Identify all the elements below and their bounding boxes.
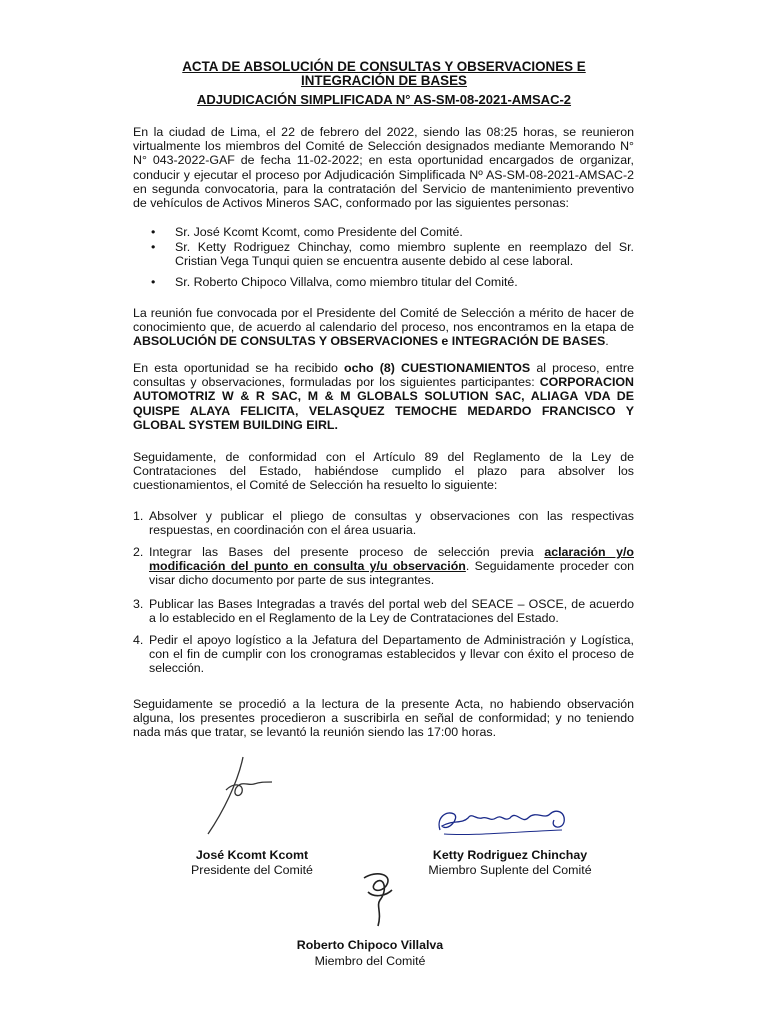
title-line-2: INTEGRACIÓN DE BASES (301, 73, 467, 88)
signer-role: Miembro Suplente del Comité (428, 863, 592, 877)
member-item (151, 275, 634, 289)
resolution-item (133, 545, 634, 588)
bullet-icon: • (151, 225, 156, 239)
resolution-number: 2. (133, 545, 144, 559)
resolution-text: Absolver y publicar el pliego de consultas y observaciones con las respectivas respuestas, en coordinación con el área usuaria. (149, 509, 634, 538)
resolution-post: . Seguidamente proceder con visar dicho documento por parte de sus integrantes. (149, 559, 635, 588)
resolution-underline: aclaración y/o modificación del punto en consulta y/u observación (149, 545, 634, 574)
signature-kcomt (198, 752, 288, 842)
member-item (151, 225, 634, 239)
signer-name: José Kcomt Kcomt (195, 848, 309, 862)
convocation-end: . (605, 334, 609, 349)
signer-role: Presidente del Comité (191, 863, 313, 877)
resolution-text: Publicar las Bases Integradas a través del portal web del SEACE – OSCE, de acuerdo a lo establecido en el Reglamento de la Ley de Contrataciones del Estado. (149, 597, 634, 626)
title-line-1: ACTA DE ABSOLUCIÓN DE CONSULTAS Y OBSERVACIONES E (182, 59, 586, 74)
resolution-text (149, 545, 634, 588)
document-subtitle: ADJUDICACIÓN SIMPLIFICADA N° AS-SM-08-2021-AMSAC-2 (196, 92, 572, 107)
resolution-number: 3. (133, 597, 144, 611)
signature-rodriguez (432, 800, 574, 846)
bullet-icon: • (151, 275, 156, 289)
resolution-item (133, 633, 634, 676)
document-title (0, 60, 768, 88)
signer-name: Roberto Chipoco Villalva (296, 938, 444, 952)
convocation-text: La reunión fue convocada por el Presidente del Comité de Selección a mérito de hacer de conocimiento que, de acuerdo al calendario del proceso, nos encontramos en la etapa de (133, 306, 634, 335)
resolution-item (133, 597, 634, 625)
resolution-text: Pedir el apoyo logístico a la Jefatura del Departamento de Administración y Logística, con el fin de cumplir con los cronogramas establecidos y llevar con éxito el proceso de selección. (149, 633, 634, 676)
questions-count: ocho (8) CUESTIONAMIENTOS (344, 361, 531, 375)
signer-name: Ketty Rodriguez Chinchay (432, 848, 588, 862)
questions-participants: CORPORACION AUTOMOTRIZ W & R SAC, M & M GLOBALS SOLUTION SAC, ALIAGA VDA DE QUISPE ALAYA FELICITA, VELASQUEZ TEMOCHE MEDARDO FRANCISCO Y GLOBAL SYSTEM BUILDING EIRL. (133, 375, 634, 432)
member-text: Sr. Ketty Rodriguez Chinchay, como miembro suplente en reemplazo del Sr. Cristian Vega Tunqui quien se encuentra ausente debido al cese laboral. (175, 240, 634, 269)
closing-paragraph: Seguidamente se procedió a la lectura de la presente Acta, no habiendo observación alguna, los presentes procedieron a suscribirla en señal de conformidad; y no teniendo nada más que tratar, se levantó la reunión siendo las 17:00 horas. (133, 697, 634, 740)
member-text: Sr. Roberto Chipoco Villalva, como miembro titular del Comité. (175, 275, 518, 289)
member-text: Sr. José Kcomt Kcomt, como Presidente del Comité. (175, 225, 463, 239)
intro-paragraph: En la ciudad de Lima, el 22 de febrero del 2022, siendo las 08:25 horas, se reunieron virtualmente los miembros del Comité de Selección designados mediante Memorando N° N° 043-2022-GAF de fecha 11-02-2022; en esta oportunidad encargados de organizar, conducir y ejecutar el proceso por Adjudicación Simplificada Nº AS-SM-08-2021-AMSAC-2 en segunda convocatoria, para la contratación del Servicio de mantenimiento preventivo de vehículos de Activos Mineros SAC, conformado por las siguientes personas: (133, 125, 634, 211)
signer-role: Miembro del Comité (314, 954, 426, 968)
resolution-number: 4. (133, 633, 144, 647)
member-item (151, 240, 634, 268)
bullet-icon: • (151, 240, 156, 254)
resolution-item (133, 509, 634, 537)
resolution-number: 1. (133, 509, 144, 523)
resolution-intro-paragraph: Seguidamente, de conformidad con el Artículo 89 del Reglamento de la Ley de Contrataciones del Estado, habiéndose cumplido el plazo para absolver los cuestionamientos, el Comité de Selección ha resuelto lo siguiente: (133, 450, 634, 493)
questions-pre: En esta oportunidad se ha recibido (133, 361, 345, 375)
convocation-paragraph (133, 306, 634, 349)
resolution-pre: Integrar las Bases del presente proceso de selección previa (149, 545, 545, 559)
convocation-stage: ABSOLUCIÓN DE CONSULTAS Y OBSERVACIONES e INTEGRACIÓN DE BASES (133, 334, 606, 349)
questions-paragraph (133, 361, 634, 432)
signature-chipoco (358, 868, 402, 930)
questions-mid: al proceso, entre consultas y observaciones, formuladas por los siguientes participantes: (133, 361, 634, 390)
